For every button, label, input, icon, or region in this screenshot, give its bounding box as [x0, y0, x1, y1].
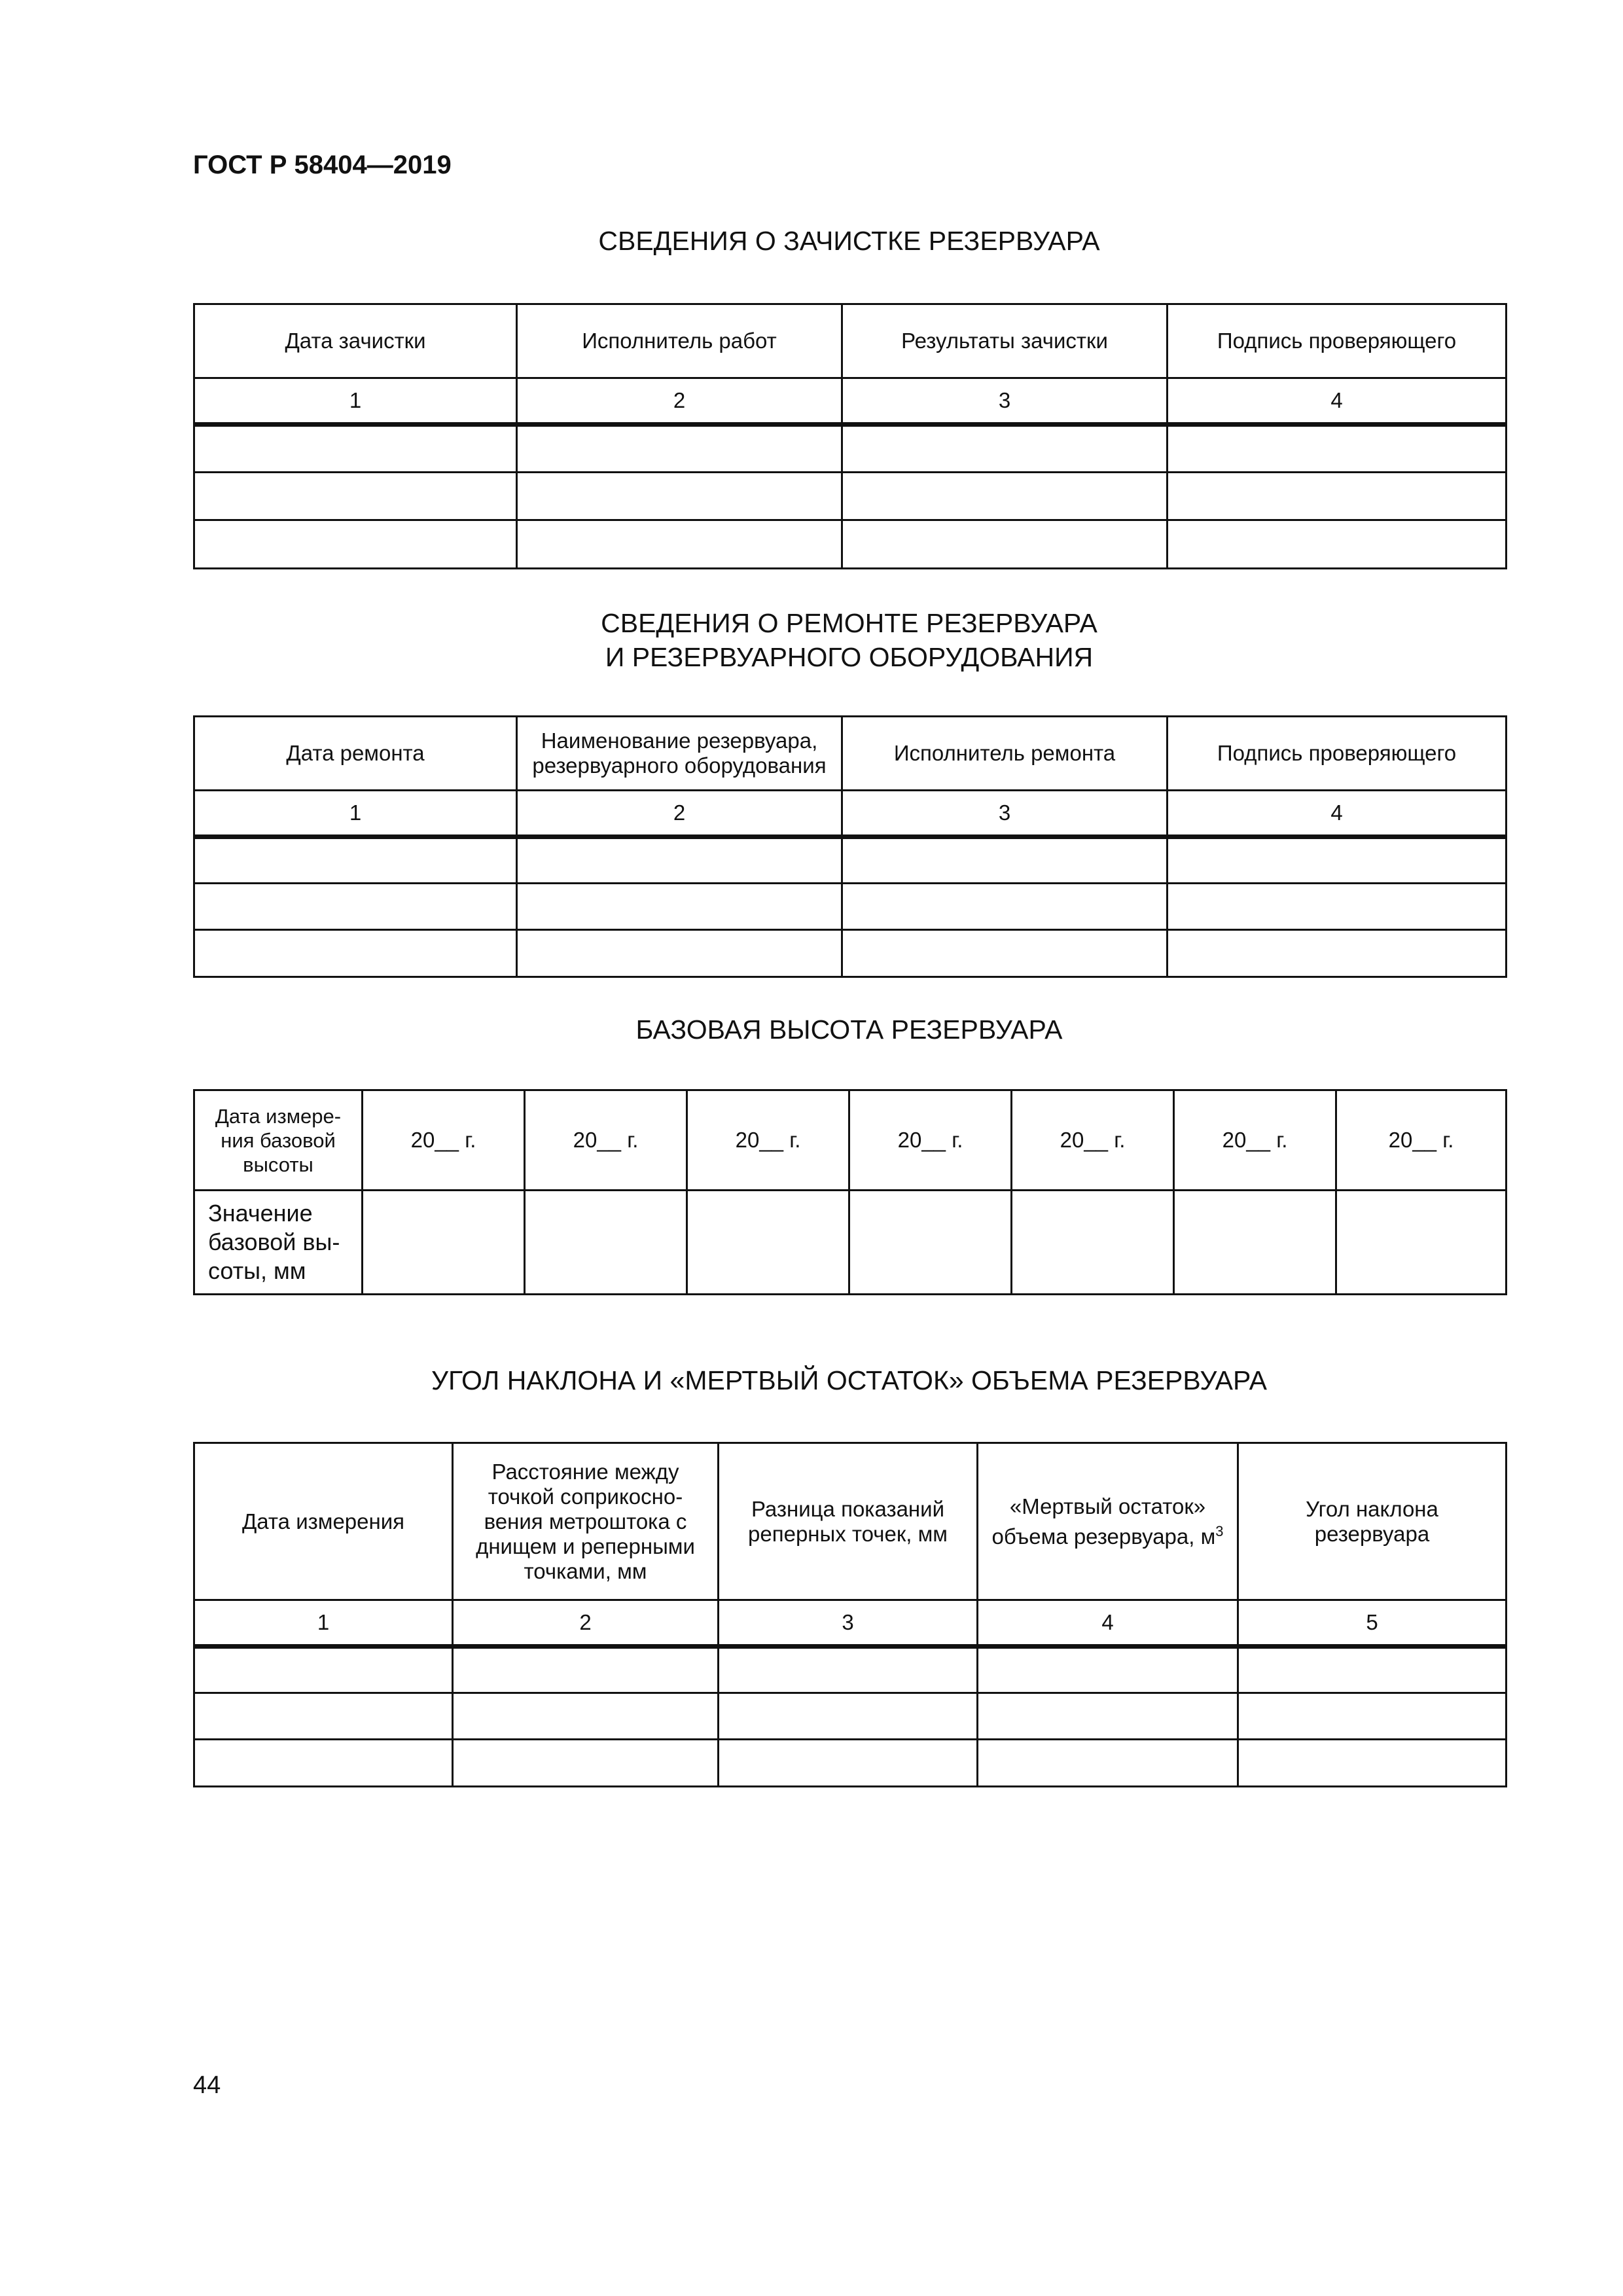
base-height-table: [193, 1089, 1507, 1295]
repair-title-line-1: СВЕДЕНИЯ О РЕМОНТЕ РЕЗЕРВУАРА: [601, 608, 1097, 638]
table-cell[interactable]: [194, 520, 517, 569]
year-cell: 20__ г.: [687, 1090, 849, 1191]
column-header: Результаты зачистки: [842, 304, 1168, 378]
column-number: 3: [719, 1600, 978, 1647]
table-cell[interactable]: [842, 473, 1168, 520]
column-header: Исполнитель ремонта: [842, 717, 1168, 791]
base-height-section-title: БАЗОВАЯ ВЫСОТА РЕЗЕРВУАРА: [635, 1014, 1063, 1045]
column-number-row: [194, 791, 1507, 837]
table-cell[interactable]: [453, 1740, 719, 1787]
table-header-row: [194, 304, 1507, 378]
table-cell[interactable]: [719, 1693, 978, 1740]
table-cell[interactable]: [517, 930, 842, 977]
table-cell[interactable]: [1168, 520, 1507, 569]
column-number: 3: [842, 378, 1168, 425]
column-number: 4: [1168, 791, 1507, 837]
table-row: [194, 520, 1507, 569]
row-label: Дата измере- ния базовой высоты: [194, 1090, 363, 1191]
column-header: Дата измерения: [194, 1443, 453, 1600]
table-cell[interactable]: [1168, 425, 1507, 473]
column-header: Разница показаний реперных точек, мм: [719, 1443, 978, 1600]
column-number-row: [194, 1600, 1507, 1647]
column-header: Исполнитель работ: [517, 304, 842, 378]
table-cell[interactable]: [194, 1740, 453, 1787]
column-number: 2: [517, 378, 842, 425]
repair-section-title: [193, 606, 1505, 674]
cleaning-table: [193, 303, 1507, 569]
table-cell[interactable]: [194, 1647, 453, 1693]
table-row: [194, 1191, 1507, 1295]
cleaning-section-title: СВЕДЕНИЯ О ЗАЧИСТКЕ РЕЗЕРВУАРА: [598, 226, 1100, 256]
table-cell[interactable]: [842, 520, 1168, 569]
table-cell[interactable]: [194, 884, 517, 930]
table-cell[interactable]: [194, 837, 517, 884]
table-row: [194, 1647, 1507, 1693]
slope-table: [193, 1442, 1507, 1787]
table-row: [194, 930, 1507, 977]
column-number: 1: [194, 791, 517, 837]
column-header: Наименование резервуара, резервуарного оборудования: [517, 717, 842, 791]
page-number: 44: [193, 2072, 221, 2099]
table-cell[interactable]: [842, 425, 1168, 473]
table-row: [194, 1090, 1507, 1191]
repair-table: [193, 715, 1507, 978]
column-header-text: «Мертвый остаток» объема резервуара, м: [991, 1494, 1216, 1549]
table-cell[interactable]: [719, 1647, 978, 1693]
table-cell[interactable]: [842, 930, 1168, 977]
table-row: [194, 425, 1507, 473]
superscript: 3: [1215, 1522, 1224, 1539]
table-cell[interactable]: [978, 1647, 1238, 1693]
table-cell[interactable]: [1336, 1191, 1507, 1295]
table-cell[interactable]: [194, 425, 517, 473]
column-number: 3: [842, 791, 1168, 837]
table-cell[interactable]: [842, 837, 1168, 884]
table-cell[interactable]: [453, 1693, 719, 1740]
table-cell[interactable]: [1168, 884, 1507, 930]
column-number: 1: [194, 378, 517, 425]
table-cell[interactable]: [517, 520, 842, 569]
table-header-row: [194, 1443, 1507, 1600]
row-label: Значение базовой вы- соты, мм: [194, 1191, 363, 1295]
table-cell[interactable]: [1174, 1191, 1336, 1295]
table-cell[interactable]: [842, 884, 1168, 930]
table-cell[interactable]: [687, 1191, 849, 1295]
column-header: Угол наклона резервуара: [1238, 1443, 1507, 1600]
table-row: [194, 473, 1507, 520]
document-code: ГОСТ Р 58404—2019: [193, 151, 452, 179]
table-cell[interactable]: [517, 884, 842, 930]
slope-section-title: УГОЛ НАКЛОНА И «МЕРТВЫЙ ОСТАТОК» ОБЪЕМА РЕЗЕРВУАРА: [431, 1365, 1267, 1395]
column-header: Расстояние между точкой соприкосно- вения метроштока с днищем и реперными точками, мм: [453, 1443, 719, 1600]
repair-title-line-2: И РЕЗЕРВУАРНОГО ОБОРУДОВАНИЯ: [605, 642, 1094, 672]
column-number: 4: [1168, 378, 1507, 425]
table-cell[interactable]: [1238, 1693, 1507, 1740]
table-cell[interactable]: [1168, 930, 1507, 977]
table-row: [194, 884, 1507, 930]
table-cell[interactable]: [978, 1693, 1238, 1740]
column-header: Дата зачистки: [194, 304, 517, 378]
year-cell: 20__ г.: [1174, 1090, 1336, 1191]
column-number: 2: [453, 1600, 719, 1647]
table-cell[interactable]: [1238, 1647, 1507, 1693]
table-header-row: [194, 717, 1507, 791]
column-header: Подпись проверяющего: [1168, 304, 1507, 378]
table-cell[interactable]: [517, 837, 842, 884]
table-cell[interactable]: [978, 1740, 1238, 1787]
table-cell[interactable]: [1168, 473, 1507, 520]
column-header: [978, 1443, 1238, 1600]
column-number-row: [194, 378, 1507, 425]
table-cell[interactable]: [517, 425, 842, 473]
column-header: Подпись проверяющего: [1168, 717, 1507, 791]
column-number: 4: [978, 1600, 1238, 1647]
table-cell[interactable]: [719, 1740, 978, 1787]
column-number: 1: [194, 1600, 453, 1647]
table-cell[interactable]: [525, 1191, 687, 1295]
year-cell: 20__ г.: [525, 1090, 687, 1191]
table-cell[interactable]: [1012, 1191, 1174, 1295]
table-cell[interactable]: [517, 473, 842, 520]
table-cell[interactable]: [363, 1191, 525, 1295]
table-cell[interactable]: [194, 473, 517, 520]
year-cell: 20__ г.: [363, 1090, 525, 1191]
table-row: [194, 1740, 1507, 1787]
table-cell[interactable]: [453, 1647, 719, 1693]
table-cell[interactable]: [849, 1191, 1012, 1295]
table-cell[interactable]: [1168, 837, 1507, 884]
table-cell[interactable]: [1238, 1740, 1507, 1787]
table-cell[interactable]: [194, 1693, 453, 1740]
year-cell: 20__ г.: [849, 1090, 1012, 1191]
table-row: [194, 1693, 1507, 1740]
year-cell: 20__ г.: [1336, 1090, 1507, 1191]
column-number: 5: [1238, 1600, 1507, 1647]
table-cell[interactable]: [194, 930, 517, 977]
table-row: [194, 837, 1507, 884]
column-header: Дата ремонта: [194, 717, 517, 791]
column-number: 2: [517, 791, 842, 837]
year-cell: 20__ г.: [1012, 1090, 1174, 1191]
